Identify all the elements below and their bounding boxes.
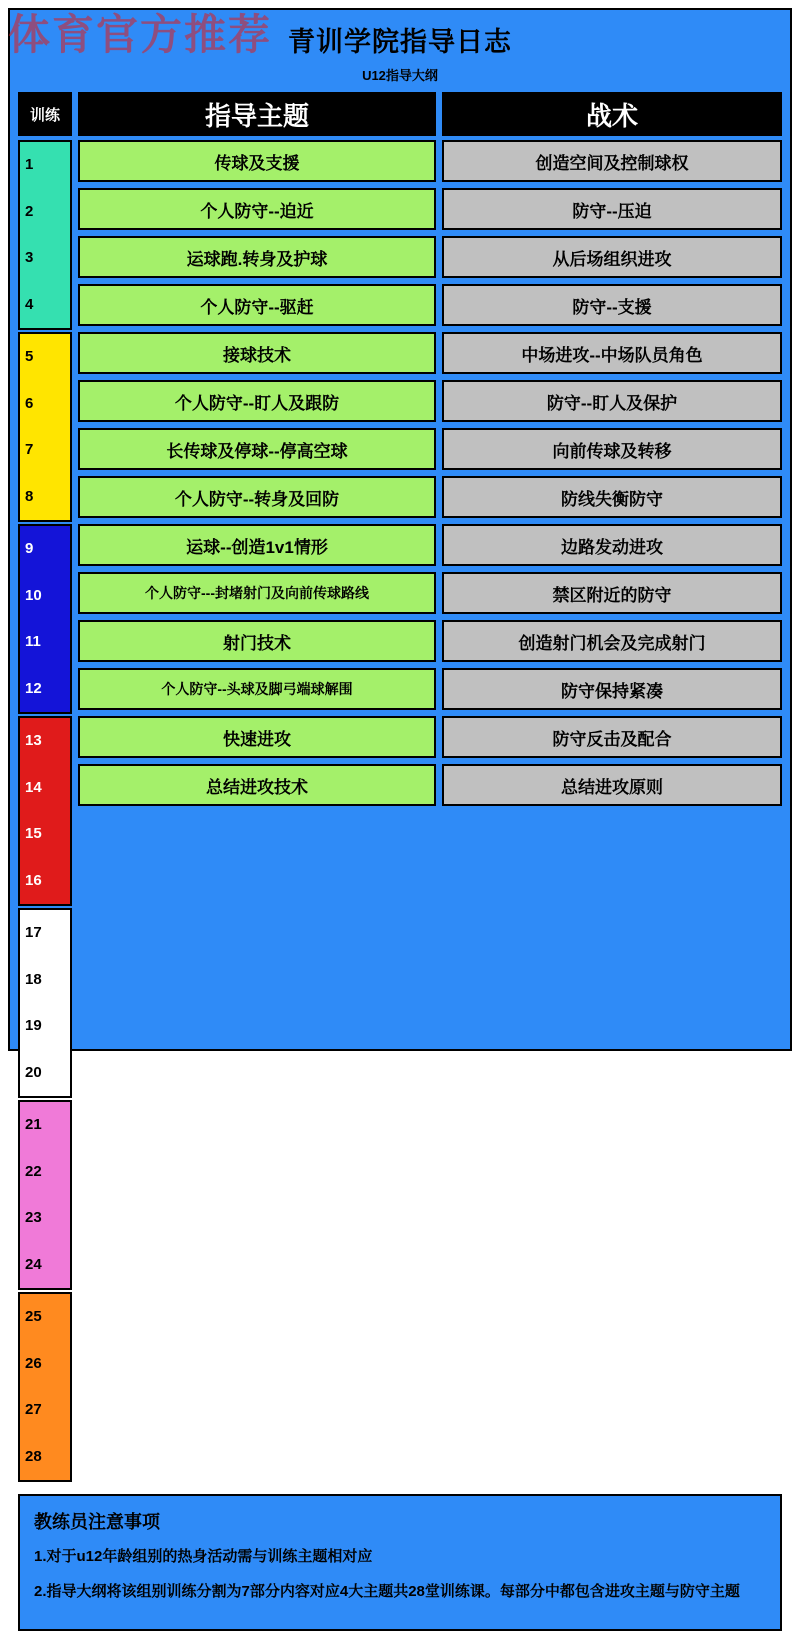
- tactic-cell[interactable]: 防守--盯人及保护: [442, 380, 782, 422]
- session-number: 12: [25, 679, 42, 697]
- rows-column: [78, 140, 782, 1484]
- table-row: [78, 236, 782, 278]
- table-row: [78, 572, 782, 614]
- topic-cell[interactable]: 个人防守---封堵射门及向前传球路线: [78, 572, 436, 614]
- number-group: [18, 332, 72, 522]
- table-row: [78, 284, 782, 326]
- session-number: 11: [25, 633, 41, 651]
- training-grid: [10, 136, 790, 1484]
- table-row: [78, 332, 782, 374]
- training-plan-sheet: [8, 8, 792, 1600]
- session-number: 6: [25, 394, 34, 412]
- topic-cell[interactable]: 长传球及停球--停高空球: [78, 428, 436, 470]
- table-row: [78, 140, 782, 182]
- document-header: [10, 10, 790, 90]
- coach-note-item: 2.指导大纲将该组别训练分割为7部分内容对应4大主题共28堂训练课。每部分中都包含进攻主题与防守主题: [34, 1582, 740, 1600]
- session-number: 22: [25, 1162, 42, 1180]
- number-group: [18, 716, 72, 906]
- column-header-topic: 指导主题: [78, 92, 436, 136]
- tactic-cell[interactable]: 创造空间及控制球权: [442, 140, 782, 182]
- session-number: 21: [25, 1116, 42, 1134]
- table-row: [78, 668, 782, 710]
- number-group: [18, 524, 72, 714]
- topic-cell[interactable]: 个人防守--迫近: [78, 188, 436, 230]
- session-number: 5: [25, 348, 34, 366]
- coach-notes-body: [34, 1546, 766, 1603]
- number-group: [18, 1292, 72, 1482]
- session-number: 20: [25, 1063, 42, 1081]
- session-number: 18: [25, 970, 42, 988]
- tactic-cell[interactable]: 向前传球及转移: [442, 428, 782, 470]
- column-header-number: 训练: [18, 92, 72, 136]
- session-number: 23: [25, 1209, 42, 1227]
- coach-notes: [18, 1494, 782, 1631]
- session-number: 10: [25, 586, 42, 604]
- tactic-cell[interactable]: 边路发动进攻: [442, 524, 782, 566]
- tactic-cell[interactable]: 禁区附近的防守: [442, 572, 782, 614]
- watermark: 体育官方推荐: [8, 13, 273, 59]
- topic-cell[interactable]: 总结进攻技术: [78, 764, 436, 806]
- topic-cell[interactable]: 个人防守--转身及回防: [78, 476, 436, 518]
- session-number: 7: [25, 441, 34, 459]
- tactic-cell[interactable]: 防守反击及配合: [442, 716, 782, 758]
- number-column: [18, 140, 72, 1484]
- page-title: 青训学院指导日志: [288, 27, 512, 57]
- session-number: 2: [25, 202, 34, 220]
- session-number: 9: [25, 540, 34, 558]
- session-number: 28: [25, 1447, 42, 1465]
- topic-cell[interactable]: 传球及支援: [78, 140, 436, 182]
- tactic-cell[interactable]: 防守--支援: [442, 284, 782, 326]
- session-number: 14: [25, 778, 42, 796]
- topic-cell[interactable]: 接球技术: [78, 332, 436, 374]
- session-number: 8: [25, 487, 34, 505]
- tactic-cell[interactable]: 防守保持紧凑: [442, 668, 782, 710]
- topic-cell[interactable]: 运球--创造1v1情形: [78, 524, 436, 566]
- session-number: 25: [25, 1308, 42, 1326]
- column-header-row: [10, 92, 790, 136]
- session-number: 27: [25, 1401, 42, 1419]
- session-number: 3: [25, 249, 34, 267]
- table-row: [78, 716, 782, 758]
- topic-cell[interactable]: 个人防守--驱赶: [78, 284, 436, 326]
- session-number: 19: [25, 1017, 42, 1035]
- session-number: 17: [25, 924, 42, 942]
- topic-cell[interactable]: 个人防守--头球及脚弓端球解围: [78, 668, 436, 710]
- number-group: [18, 908, 72, 1098]
- number-group: [18, 1100, 72, 1290]
- number-group: [18, 140, 72, 330]
- session-number: 1: [25, 156, 34, 174]
- table-row: [78, 524, 782, 566]
- session-number: 16: [25, 871, 42, 889]
- tactic-cell[interactable]: 创造射门机会及完成射门: [442, 620, 782, 662]
- topic-cell[interactable]: 射门技术: [78, 620, 436, 662]
- tactic-cell[interactable]: 从后场组织进攻: [442, 236, 782, 278]
- table-row: [78, 188, 782, 230]
- session-number: 13: [25, 732, 42, 750]
- topic-cell[interactable]: 快速进攻: [78, 716, 436, 758]
- tactic-cell[interactable]: 中场进攻--中场队员角色: [442, 332, 782, 374]
- tactic-cell[interactable]: 总结进攻原则: [442, 764, 782, 806]
- table-row: [78, 764, 782, 806]
- table-row: [78, 428, 782, 470]
- coach-notes-title: 教练员注意事项: [34, 1512, 160, 1532]
- session-number: 26: [25, 1354, 42, 1372]
- column-header-tactic: 战术: [442, 92, 782, 136]
- topic-cell[interactable]: 运球跑.转身及护球: [78, 236, 436, 278]
- table-row: [78, 620, 782, 662]
- session-number: 4: [25, 295, 34, 313]
- table-row: [78, 380, 782, 422]
- topic-cell[interactable]: 个人防守--盯人及跟防: [78, 380, 436, 422]
- tactic-cell[interactable]: 防线失衡防守: [442, 476, 782, 518]
- tactic-cell[interactable]: 防守--压迫: [442, 188, 782, 230]
- page-subtitle: U12指导大纲: [362, 68, 438, 83]
- session-number: 24: [25, 1255, 42, 1273]
- table-row: [78, 476, 782, 518]
- coach-note-item: 1.对于u12年龄组别的热身活动需与训练主题相对应: [34, 1548, 373, 1565]
- session-number: 15: [25, 825, 42, 843]
